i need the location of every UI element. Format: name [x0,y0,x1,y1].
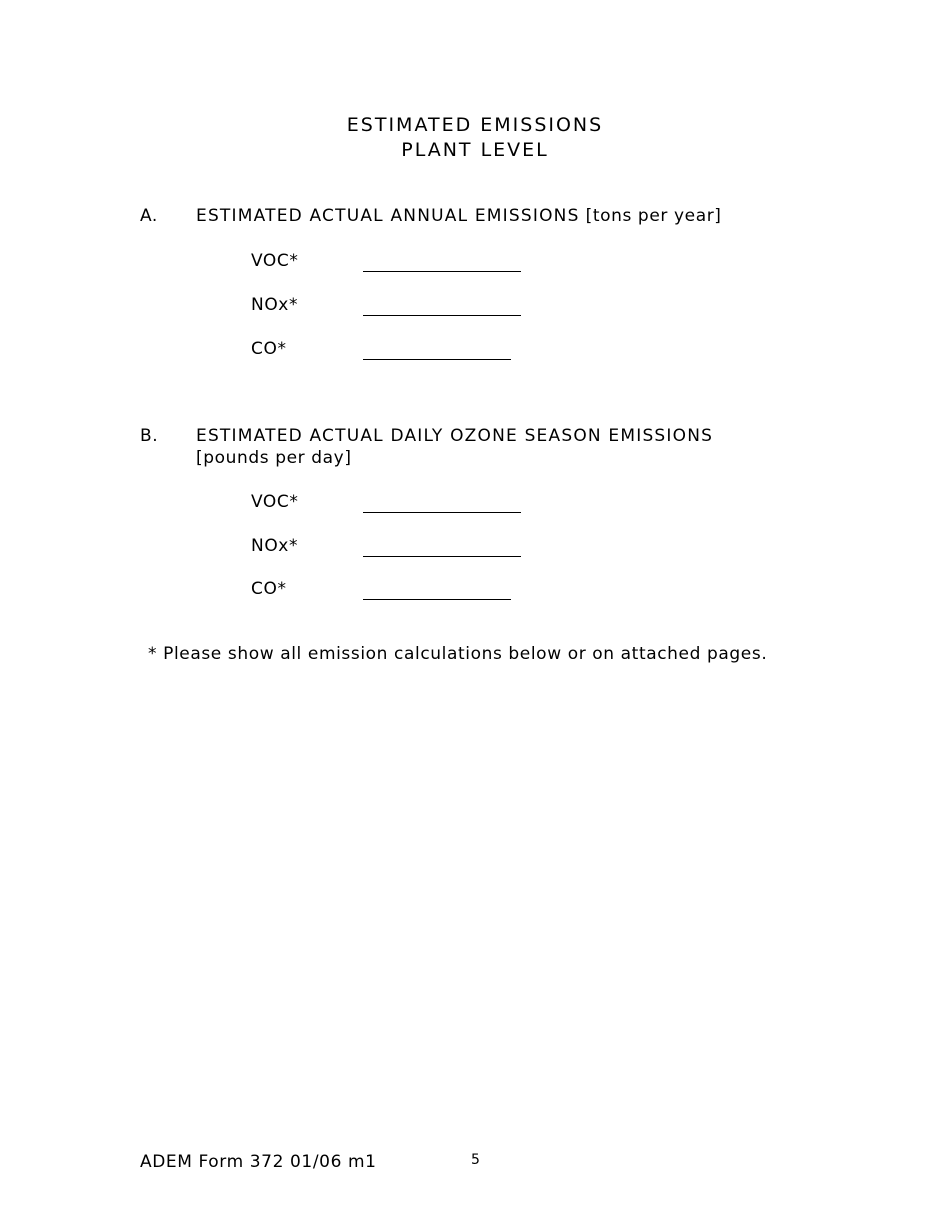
section-b-letter: B. [140,426,159,446]
page-subtitle: PLANT LEVEL [401,139,549,161]
section-a-co-input[interactable] [363,337,511,360]
section-b-heading-text: ESTIMATED ACTUAL DAILY OZONE SEASON EMISSIONS [196,426,714,446]
section-b-voc-input[interactable] [363,490,521,513]
section-b-unit: [pounds per day] [196,448,352,468]
calculation-note: * Please show all emission calculations below or on attached pages. [148,644,768,664]
form-identifier: ADEM Form 372 01/06 m1 [140,1152,377,1172]
section-a-letter: A. [140,206,158,226]
section-a-co-label: CO* [251,339,287,359]
page-title: ESTIMATED EMISSIONS [346,114,604,136]
section-a-heading-text: ESTIMATED ACTUAL ANNUAL EMISSIONS [196,206,580,226]
section-b-co-label: CO* [251,579,287,599]
section-a-unit: [tons per year] [585,206,722,226]
section-a-nox-input[interactable] [363,293,521,316]
section-a-voc-input[interactable] [363,249,521,272]
section-b-nox-input[interactable] [363,534,521,557]
section-a-heading [196,205,722,227]
section-b-nox-label: NOx* [251,536,299,556]
section-b-heading [196,425,713,469]
section-a-nox-label: NOx* [251,295,299,315]
section-b-voc-label: VOC* [251,492,299,512]
section-a-voc-label: VOC* [251,251,299,271]
section-b-co-input[interactable] [363,577,511,600]
page-number: 5 [471,1152,481,1168]
